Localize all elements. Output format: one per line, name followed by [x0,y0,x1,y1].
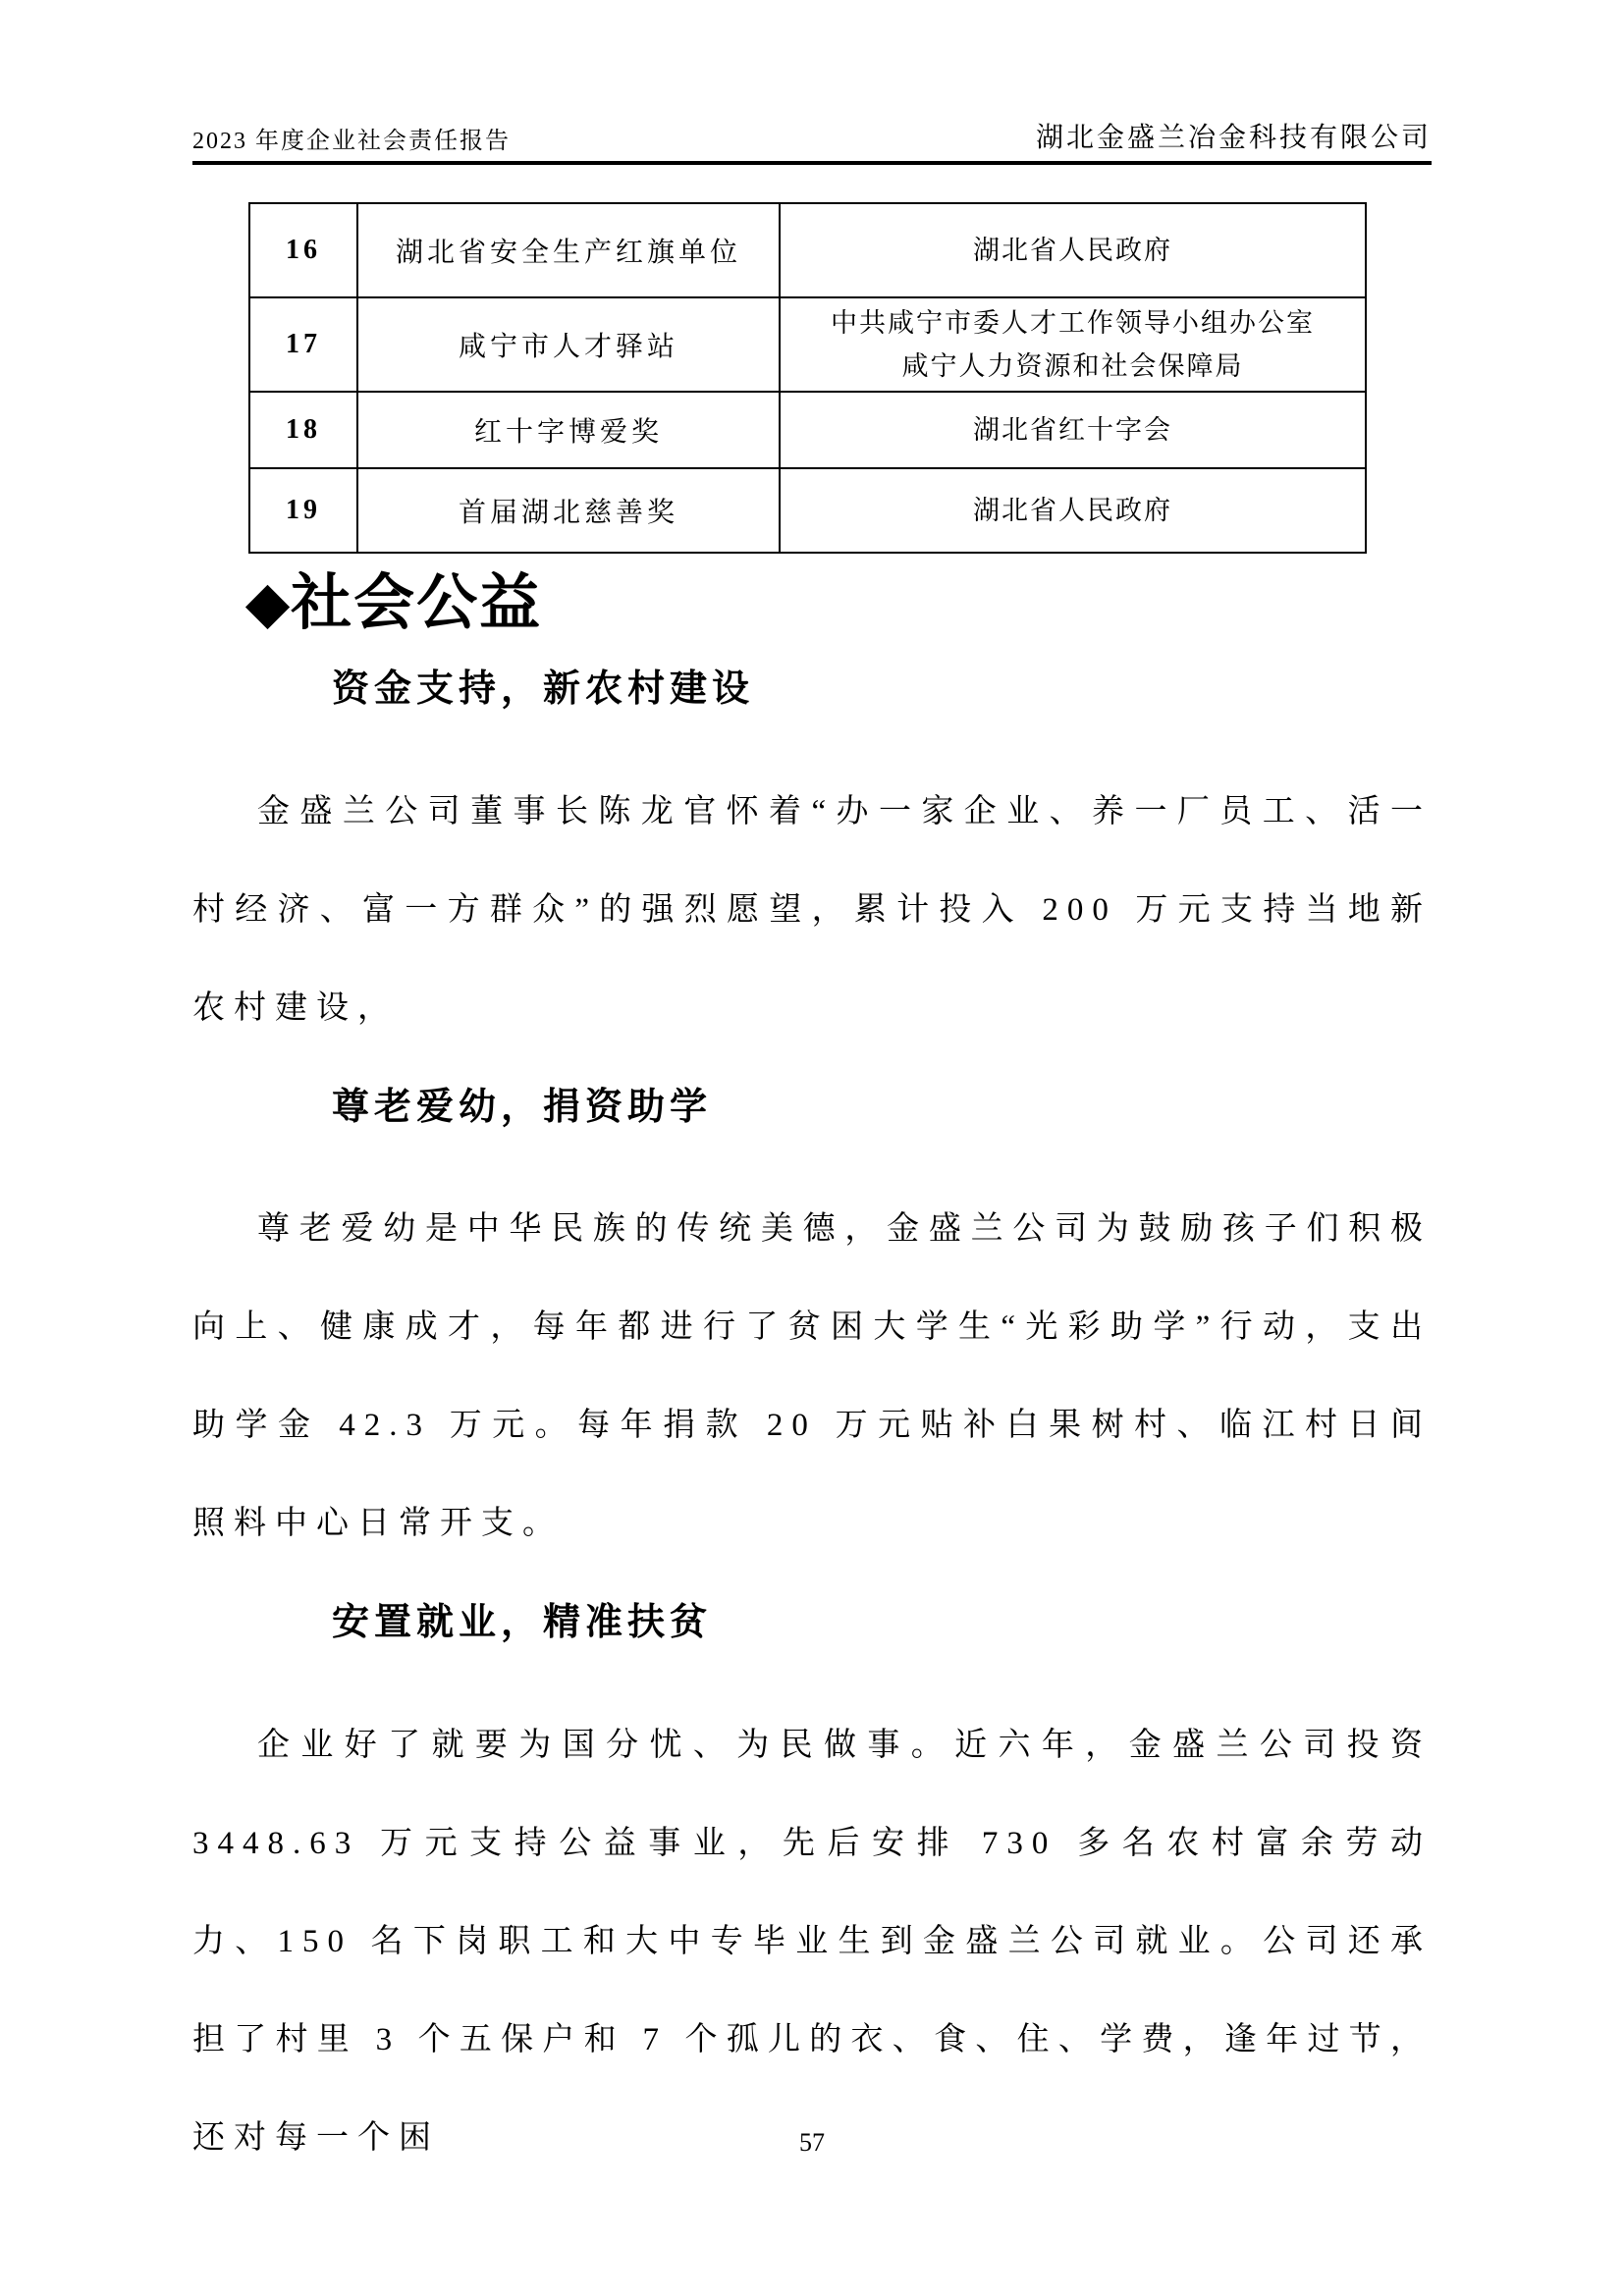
issuer-line: 中共咸宁市委人才工作领导小组办公室 [831,308,1315,338]
issuer-cell [780,203,1366,297]
issuer-cell [780,297,1366,392]
issuer-cell [780,468,1366,553]
table-row [249,468,1366,553]
award-name-cell: 咸宁市人才驿站 [357,297,780,392]
page-number: 57 [799,2128,825,2157]
header-company-name: 湖北金盛兰冶金科技有限公司 [1035,123,1432,153]
award-name-cell: 湖北省安全生产红旗单位 [357,203,780,297]
issuer-line: 湖北省红十字会 [973,415,1172,445]
row-number-cell: 17 [249,297,357,392]
award-name-cell: 红十字博爱奖 [357,392,780,468]
subsection-heading-employment: 安置就业，精准扶贫 [332,1602,713,1644]
table-row [249,203,1366,297]
issuer-line: 咸宁人力资源和社会保障局 [901,351,1244,381]
issuer-line: 湖北省人民政府 [973,496,1172,525]
row-number-cell: 16 [249,203,357,297]
table-row [249,297,1366,392]
paragraph-funding: 金盛兰公司董事长陈龙官怀着“办一家企业、养一厂员工、活一村经济、富一方群众”的强烈愿望，累计投入 200 万元支持当地新农村建设， [192,793,1432,1026]
subsection-heading-donation: 尊老爱幼，捐资助学 [332,1086,713,1128]
row-number-cell: 19 [249,468,357,553]
subsection-heading-funding: 资金支持，新农村建设 [332,668,755,711]
paragraph-donation: 尊老爱幼是中华民族的传统美德，金盛兰公司为鼓励孩子们积极向上、健康成才，每年都进行了贫困大学生“光彩助学”行动，支出助学金 42.3 万元。每年捐款 20 万元贴补白果树村、临江村日间照料中心日常开支。 [192,1211,1432,1542]
section-title-text: 社会公益 [291,570,543,637]
table-row [249,392,1366,468]
paragraph-employment: 企业好了就要为国分忧、为民做事。近六年，金盛兰公司投资 3448.63 万元支持公益事业，先后安排 730 多名农村富余劳动力、150 名下岗职工和大中专毕业生到金盛兰公司就业。公司还承担了村里 3 个五保户和 7 个孤儿的衣、食、住、学费，逢年过节，还对每一个困 [192,1727,1432,2156]
diamond-icon: ◆ [246,573,292,634]
awards-table [248,202,1367,554]
issuer-line: 湖北省人民政府 [973,236,1172,265]
page-header [192,116,1432,165]
section-title [246,569,1432,639]
issuer-cell [780,392,1366,468]
award-name-cell: 首届湖北慈善奖 [357,468,780,553]
row-number-cell: 18 [249,392,357,468]
header-report-title: 2023 年度企业社会责任报告 [192,129,511,154]
